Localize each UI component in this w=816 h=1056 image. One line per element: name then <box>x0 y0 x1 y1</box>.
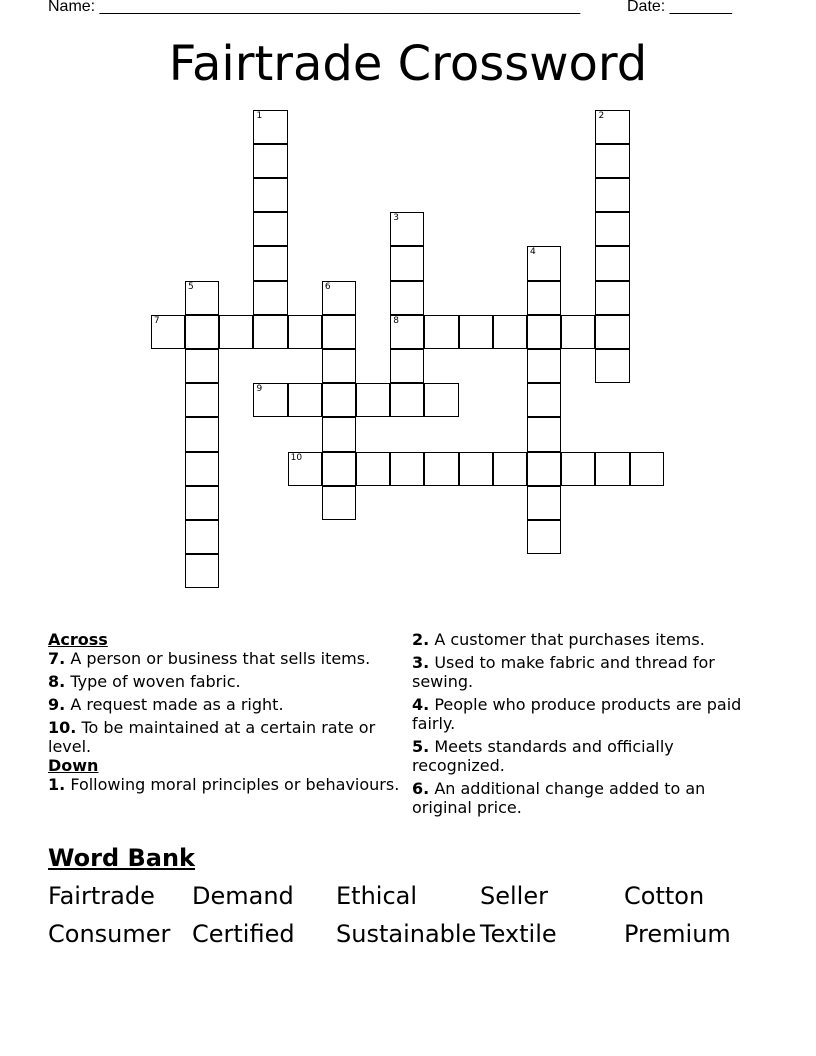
grid-cell[interactable] <box>459 452 493 486</box>
clue-text: To be maintained at a certain rate or level. <box>48 718 376 756</box>
grid-cell[interactable] <box>493 315 527 349</box>
grid-cell[interactable] <box>322 281 356 315</box>
grid-cell[interactable] <box>595 212 629 246</box>
across-heading: Across <box>48 630 108 649</box>
grid-cell[interactable] <box>288 452 322 486</box>
clue-number: 3. <box>412 653 430 672</box>
cell-number: 1 <box>256 110 263 121</box>
grid-cell[interactable] <box>527 315 561 349</box>
clue-number: 10. <box>48 718 77 737</box>
grid-cell[interactable] <box>185 520 219 554</box>
grid-cell[interactable] <box>390 246 424 280</box>
cell-number: 6 <box>324 281 331 292</box>
grid-cell[interactable] <box>288 383 322 417</box>
grid-cell[interactable] <box>527 281 561 315</box>
grid-cell[interactable] <box>185 554 219 588</box>
grid-cell[interactable] <box>253 315 287 349</box>
clue-text: Following moral principles or behaviours. <box>70 775 400 794</box>
clue-number: 2. <box>412 630 430 649</box>
grid-cell[interactable] <box>390 349 424 383</box>
grid-cell[interactable] <box>185 417 219 451</box>
word-bank-item: Fairtrade <box>48 882 155 910</box>
clue-text: An additional change added to an original price. <box>412 779 706 817</box>
clue-number: 8. <box>48 672 66 691</box>
cell-number: 7 <box>153 315 160 326</box>
clue-text: Type of woven fabric. <box>70 672 241 691</box>
word-bank-item: Textile <box>480 920 557 948</box>
cell-number: 3 <box>393 213 399 224</box>
clue-number: 5. <box>412 737 430 756</box>
grid-cell[interactable] <box>561 452 595 486</box>
grid-cell[interactable] <box>185 281 219 315</box>
page-title: Fairtrade Crossword <box>168 36 648 92</box>
grid-cell[interactable] <box>630 452 664 486</box>
word-bank-title: Word Bank <box>48 844 196 872</box>
grid-cell[interactable] <box>595 452 629 486</box>
grid-cell[interactable] <box>390 281 424 315</box>
cell-number: 9 <box>256 384 263 395</box>
clue-number: 4. <box>412 695 430 714</box>
grid-cell[interactable] <box>185 486 219 520</box>
clue-across-7 <box>48 649 400 668</box>
cell-number: 4 <box>530 247 536 258</box>
grid-cell[interactable] <box>424 452 458 486</box>
grid-cell[interactable] <box>527 246 561 280</box>
grid-cell[interactable] <box>253 178 287 212</box>
clue-down-4 <box>412 695 752 733</box>
grid-cell[interactable] <box>424 383 458 417</box>
grid-cell[interactable] <box>561 315 595 349</box>
word-bank-item: Demand <box>192 882 294 910</box>
word-bank-item: Premium <box>624 920 731 948</box>
grid-cell[interactable] <box>322 383 356 417</box>
grid-cell[interactable] <box>527 520 561 554</box>
grid-cell[interactable] <box>424 315 458 349</box>
cell-number: 10 <box>290 452 303 463</box>
clue-down-1 <box>48 775 400 794</box>
grid-cell[interactable] <box>527 417 561 451</box>
clue-number: 1. <box>48 775 66 794</box>
grid-cell[interactable] <box>322 452 356 486</box>
grid-cell[interactable] <box>390 452 424 486</box>
grid-cell[interactable] <box>595 349 629 383</box>
grid-cell[interactable] <box>185 383 219 417</box>
grid-cell[interactable] <box>356 452 390 486</box>
clue-number: 6. <box>412 779 430 798</box>
date-field: Date: _______ <box>627 0 732 15</box>
grid-cell[interactable] <box>459 315 493 349</box>
grid-cell[interactable] <box>253 212 287 246</box>
clue-text: A customer that purchases items. <box>434 630 705 649</box>
clue-text: A request made as a right. <box>70 695 284 714</box>
word-bank-item: Seller <box>480 882 548 910</box>
grid-cell[interactable] <box>322 349 356 383</box>
name-field: Name: ______________________________________________________ <box>48 0 581 15</box>
grid-cell[interactable] <box>527 486 561 520</box>
grid-cell[interactable] <box>390 212 424 246</box>
word-bank-item: Sustainable <box>336 920 477 948</box>
grid-cell[interactable] <box>253 110 287 144</box>
grid-cell[interactable] <box>253 144 287 178</box>
clue-across-9 <box>48 695 400 714</box>
cell-number: 2 <box>598 110 605 121</box>
grid-cell[interactable] <box>356 383 390 417</box>
clue-down-3 <box>412 653 752 691</box>
grid-cell[interactable] <box>151 315 185 349</box>
word-bank-item: Certified <box>192 920 295 948</box>
word-bank-item: Ethical <box>336 882 418 910</box>
clue-down-2 <box>412 630 752 649</box>
grid-cell[interactable] <box>595 110 629 144</box>
grid-cell[interactable] <box>527 452 561 486</box>
grid-cell[interactable] <box>288 315 322 349</box>
clues-left-column <box>48 630 400 798</box>
word-bank-item: Cotton <box>624 882 705 910</box>
grid-cell[interactable] <box>595 281 629 315</box>
grid-cell[interactable] <box>595 315 629 349</box>
grid-cell[interactable] <box>185 315 219 349</box>
grid-cell[interactable] <box>527 349 561 383</box>
word-bank-item: Consumer <box>48 920 171 948</box>
clue-across-10 <box>48 718 400 756</box>
grid-cell[interactable] <box>185 452 219 486</box>
grid-cell[interactable] <box>185 349 219 383</box>
grid-cell[interactable] <box>322 486 356 520</box>
grid-cell[interactable] <box>253 383 287 417</box>
clue-down-5 <box>412 737 752 775</box>
clue-across-8 <box>48 672 400 691</box>
grid-cell[interactable] <box>527 383 561 417</box>
clue-text: Used to make fabric and thread for sewing. <box>412 653 715 691</box>
grid-cell[interactable] <box>253 246 287 280</box>
clue-text: A person or business that sells items. <box>70 649 371 668</box>
grid-cell[interactable] <box>322 417 356 451</box>
clues-right-column <box>412 630 752 821</box>
grid-cell[interactable] <box>595 144 629 178</box>
grid-cell[interactable] <box>322 315 356 349</box>
grid-cell[interactable] <box>595 178 629 212</box>
cell-number: 8 <box>393 315 399 326</box>
grid-cell[interactable] <box>390 315 424 349</box>
clue-text: People who produce products are paid fairly. <box>412 695 742 733</box>
clue-down-6 <box>412 779 752 817</box>
grid-cell[interactable] <box>595 246 629 280</box>
grid-cell[interactable] <box>253 281 287 315</box>
clue-text: Meets standards and officially recognized. <box>412 737 674 775</box>
clue-number: 9. <box>48 695 66 714</box>
grid-cell[interactable] <box>493 452 527 486</box>
grid-cell[interactable] <box>219 315 253 349</box>
down-heading: Down <box>48 756 99 775</box>
clue-number: 7. <box>48 649 66 668</box>
cell-number: 5 <box>188 281 194 292</box>
grid-cell[interactable] <box>390 383 424 417</box>
